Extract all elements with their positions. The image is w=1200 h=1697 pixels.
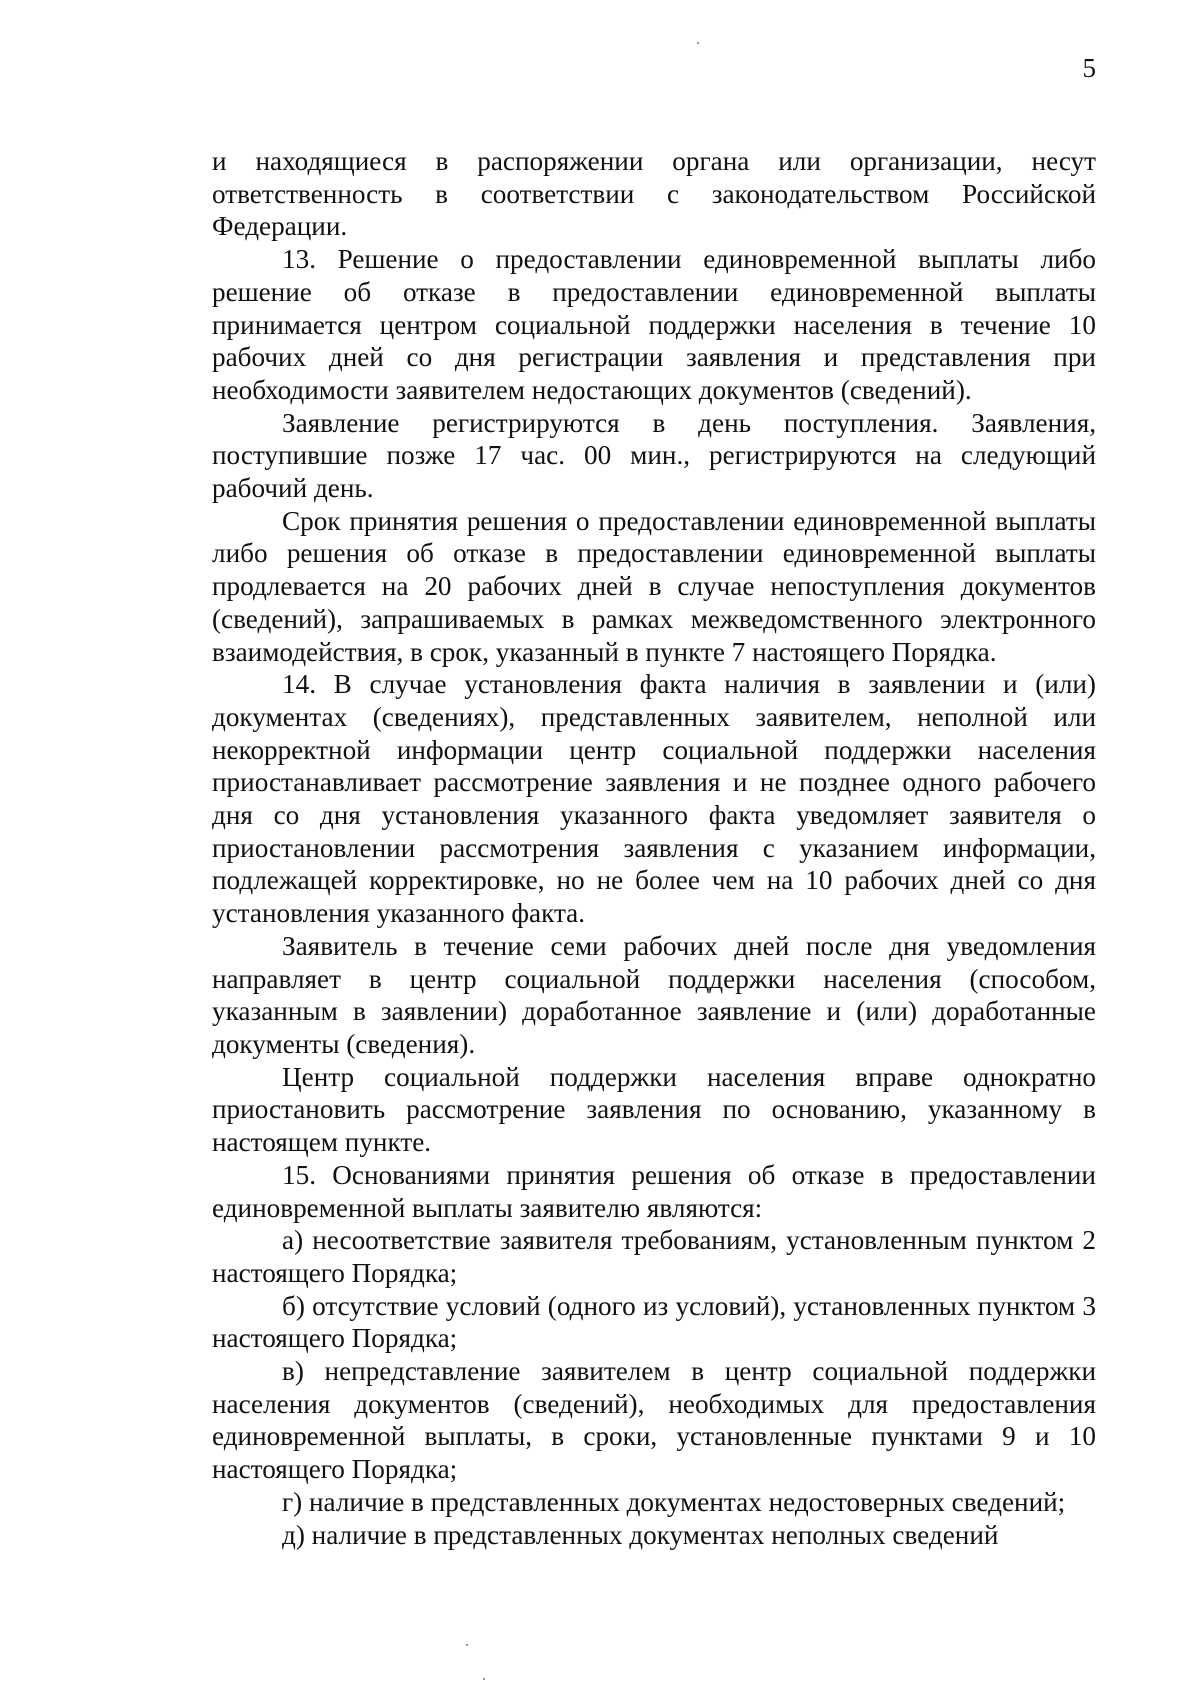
- list-item-b: б) отсутствие условий (одного из условий), установленных пунктом 3 настоящего Порядка;: [212, 1290, 1096, 1354]
- list-item-a: а) несоответствие заявителя требованиям, установленным пунктом 2 настоящего Порядка;: [212, 1225, 1096, 1288]
- list-item-d: д) наличие в представленных документах неполных сведений: [282, 1519, 999, 1550]
- paragraph-item-14: 14. В случае установления факта наличия в заявлении и (или) документах (сведениях), представленных заявителем, неполной или некорректной информации центр социальной поддержки населения приостанавливает рассмотрение заявления и не позднее одного рабочего дня со дня установления указанного факта уведомляет заявителя о приостановлении рассмотрения заявления с указанием информации, подлежащей корректировке, но не более чем на 10 рабочих дней со дня установления указанного факта.: [212, 669, 1096, 929]
- scan-speck: [697, 42, 699, 44]
- paragraph-applicant-resubmission: Заявитель в течение семи рабочих дней после дня уведомления направляет в центр социальной поддержки населения (способом, указанным в заявлении) доработанное заявление и (или) доработанные документы (сведения).: [212, 930, 1096, 1059]
- scan-speck: [483, 1678, 485, 1680]
- scan-speck: [466, 1644, 468, 1646]
- list-item-g: г) наличие в представленных документах недостоверных сведений;: [282, 1486, 1066, 1517]
- document-body: [212, 145, 1096, 1551]
- paragraph-decision-term: Срок принятия решения о предоставлении единовременной выплаты либо решения об отказе в предоставлении единовременной выплаты продлевается на 20 рабочих дней в случае непоступления документов (сведений), запрашиваемых в рамках межведомственного электронного взаимодействия, в срок, указанный в пункте 7 настоящего Порядка.: [212, 505, 1096, 667]
- paragraph-item-13: 13. Решение о предоставлении единовременной выплаты либо решение об отказе в предоставлении единовременной выплаты принимается центром социальной поддержки населения в течение 10 рабочих дней со дня регистрации заявления и представления при необходимости заявителем недостающих документов (сведений).: [212, 244, 1096, 405]
- paragraph-item-15: 15. Основаниями принятия решения об отказе в предоставлении единовременной выплаты заявителю являются:: [212, 1159, 1096, 1223]
- paragraph-suspension: Центр социальной поддержки населения вправе однократно приостановить рассмотрение заявления по основанию, указанному в настоящем пункте.: [212, 1061, 1096, 1158]
- list-item-v: в) непредставление заявителем в центр социальной поддержки населения документов (сведений), необходимых для предоставления единовременной выплаты, в сроки, установленные пунктами 9 и 10 настоящего Порядка;: [212, 1356, 1096, 1485]
- paragraph-registration: Заявление регистрируются в день поступления. Заявления, поступившие позже 17 час. 00 мин., регистрируются на следующий рабочий день.: [212, 407, 1096, 504]
- page-number: 5: [1082, 53, 1096, 83]
- paragraph-continuation: и находящиеся в распоряжении органа или организации, несут ответственность в соответствии с законодательством Российской Федерации.: [212, 146, 1096, 242]
